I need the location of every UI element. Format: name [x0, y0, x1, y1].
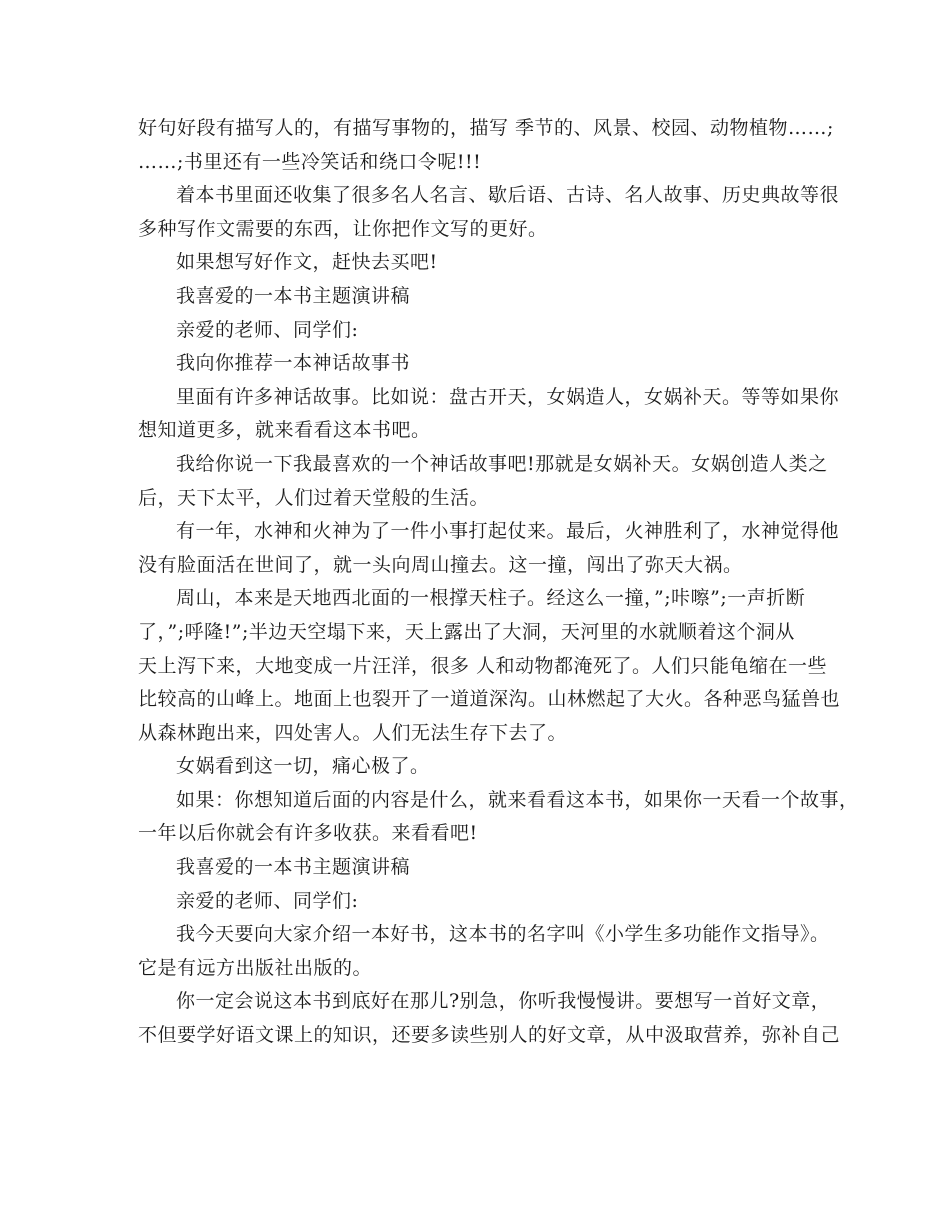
text-line: 我今天要向大家介绍一本好书，这本书的名字叫《小学生多功能作文指导》。 [176, 923, 830, 946]
text-line: 了，”;呼隆!”;半边天空塌下来，天上露出了大洞，天河里的水就顺着这个洞从 [138, 620, 795, 643]
text-line: 天上泻下来，大地变成一片汪洋，很多 人和动物都淹死了。人们只能龟缩在一些 [138, 654, 828, 677]
text-line: 着本书里面还收集了很多名人名言、歇后语、古诗、名人故事、历史典故等很 [176, 184, 840, 207]
text-line: 它是有远方出版社出版的。 [138, 956, 373, 979]
text-line: 好句好段有描写人的，有描写事物的，描写 季节的、风景、校园、动物植物……; [138, 117, 834, 139]
text-line: 亲爱的老师、同学们: [176, 318, 359, 341]
text-line: 不但要学好语文课上的知识，还要多读些别人的好文章，从中汲取营养，弥补自己 [138, 1024, 841, 1047]
text-line: 里面有许多神话故事。比如说：盘古开天，女娲造人，女娲补天。等等如果你 [176, 385, 840, 408]
text-line: 我向你推荐一本神话故事书 [176, 352, 411, 375]
text-line: 如果：你想知道后面的内容是什么，就来看看这本书，如果你一天看一个故事， [176, 788, 859, 811]
text-line: 我给你说一下我最喜欢的一个神话故事吧!那就是女娲补天。女娲创造人类之 [176, 452, 828, 475]
text-line: ……;书里还有一些冷笑话和绕口令呢!!! [138, 150, 482, 173]
text-line: 亲爱的老师、同学们: [176, 889, 359, 912]
text-line: 多种写作文需要的东西，让你把作文写的更好。 [138, 217, 548, 240]
text-line: 周山，本来是天地西北面的一根撑天柱子。经这么一撞，”;咔嚓”;一声折断 [176, 587, 806, 610]
text-line: 后，天下太平，人们过着天堂般的生活。 [138, 486, 490, 509]
text-line: 比较高的山峰上。地面上也裂开了一道道深沟。山林燃起了大火。各种恶鸟猛兽也 [138, 688, 841, 711]
text-line: 我喜爱的一本书主题演讲稿 [176, 284, 411, 307]
text-line: 如果想写好作文，赶快去买吧! [176, 251, 438, 274]
text-line: 你一定会说这本书到底好在那儿?别急，你听我慢慢讲。要想写一首好文章， [176, 990, 831, 1013]
text-line: 我喜爱的一本书主题演讲稿 [176, 856, 411, 879]
text-line: 从森林跑出来，四处害人。人们无法生存下去了。 [138, 721, 568, 744]
text-line: 一年以后你就会有许多收获。来看看吧! [138, 822, 478, 845]
text-line: 想知道更多，就来看看这本书吧。 [138, 419, 431, 442]
text-line: 有一年，水神和火神为了一件小事打起仗来。最后，火神胜利了，水神觉得他 [176, 520, 840, 543]
text-line: 女娲看到这一切，痛心极了。 [176, 755, 430, 778]
text-line: 没有脸面活在世间了，就一头向周山撞去。这一撞，闯出了弥天大祸。 [138, 553, 743, 576]
document-body [138, 112, 859, 1053]
